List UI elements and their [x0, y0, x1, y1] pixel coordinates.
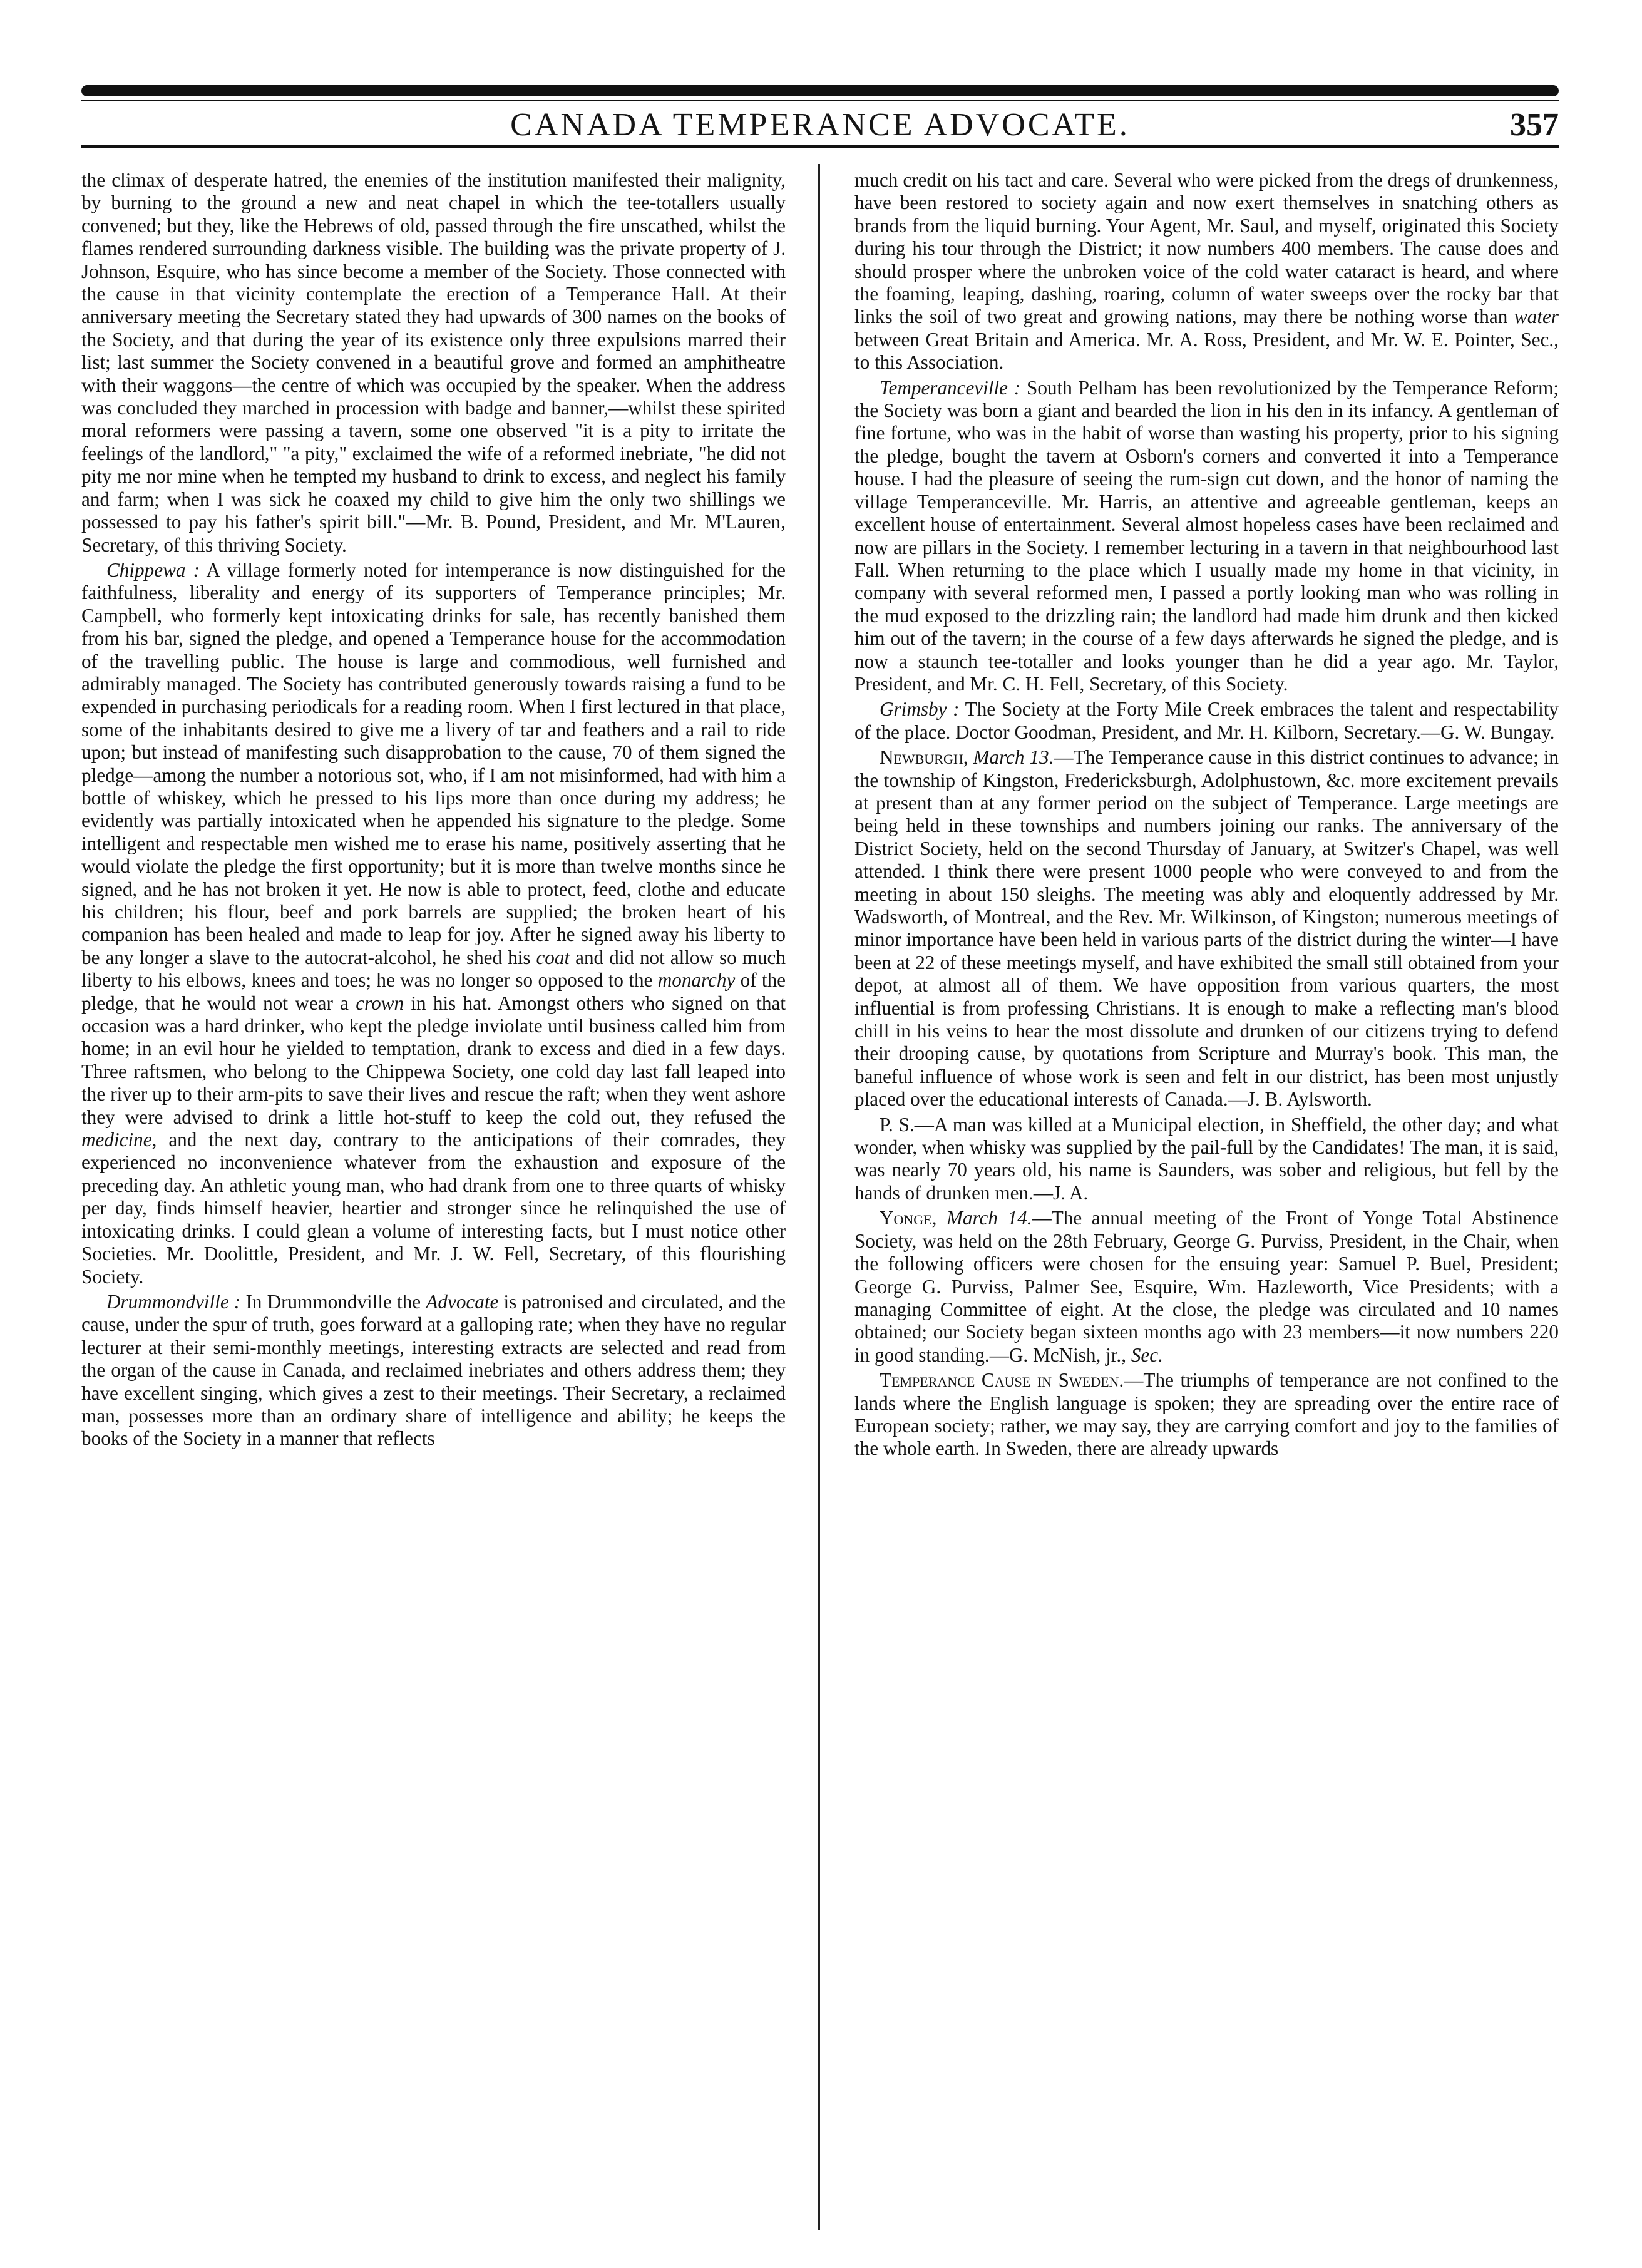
paragraph-text: P. S.—A man was killed at a Municipal election, in Sheffield, the other day; and what wonder, when whisky was supplied by the pail-full by the Candidates! The man, it is said, was nearly 70 years old, his name is Saunders, was sober and religious, but fell by the hands of drunken men.—J. A.: [854, 1113, 1559, 1204]
paragraph-text: South Pelham has been revolutionized by the Temperance Reform; the Society was born a giant and bearded the lion in his den in its infancy. A gentleman of fine fortune, who was in the habit of worse than wasting his property, prior to his signing the pledge, bought the tavern at Osborn's corners and converted it into a Temperance house. I had the pleasure of seeing the rum-sign cut down, and the honor of naming the village Temperanceville. Mr. Harris, an attentive and agreeable gentleman, keeps an excellent house of entertainment. Several almost hopeless cases have been reclaimed and now are pillars in the Society. I remember lecturing in a tavern in that neighbourhood last Fall. When returning to the place which I usually made my home in that vicinity, in company with several reformed men, I passed a portly looking man who was rolling in the mud exposed to the drizzling rain; the landlord had made him drunk and then kicked him out of the tavern; in the course of a few days afterwards he signed the pledge, and is now a staunch tee-totaller and looks younger than he did a year ago. Mr. Taylor, President, and Mr. C. H. Fell, Secretary, of this Society.: [854, 376, 1559, 695]
dateline: March 14.: [946, 1207, 1032, 1229]
emphasis-text: Sec.: [1131, 1343, 1163, 1366]
yonge-paragraph: [854, 1207, 1559, 1367]
paragraph-text: much credit on his tact and care. Several who were picked from the dregs of drunkenness, have been restored to society again and now exert themselves in snatching others as brands from the liquid burning. Your Agent, Mr. Saul, and myself, originated this Society during his tour through the District; it now numbers 400 members. The cause does and should prosper where the unbroken voice of the cold water cataract is heard, and where the foaming, leaping, dashing, roaring, column of water sweeps over the rocky bar that links the soil of two great and growing nations, may there be nothing worse than: [854, 169, 1559, 328]
postscript-paragraph: [854, 1114, 1559, 1205]
paragraph-heading: Newburgh,: [880, 746, 968, 769]
grimsby-paragraph: [854, 698, 1559, 744]
paragraph-text: and did not allow so much liberty to his elbows, knees and toes; he was no longer so opposed to the: [81, 946, 786, 992]
emphasis-text: Advocate: [426, 1290, 499, 1313]
paragraph-text: —The annual meeting of the Front of Yonge Total Abstinence Society, was held on the 28th February, George G. Purviss, President, in the Chair, when the following officers were chosen for the ensuing year: Samuel P. Buel, President; George G. Purviss, Palmer See, Esquire, Wm. Hazleworth, Vice Presidents; with a managing Committee of eight. At the close, the pledge was circulated and 10 names obtained; our Society began sixteen months ago with 23 members—it now numbers 220 in good standing.—G. McNish, jr.,: [854, 1207, 1559, 1366]
paragraph-text: —The triumphs of temperance are not confined to the lands where the English language is spoken; they are spreading over the entire race of European society; rather, we may say, they are carrying comfort and joy to the families of the whole earth. In Sweden, there are already upwards: [854, 1369, 1559, 1460]
paragraph-text: of the pledge, that he would not wear a: [81, 969, 786, 1014]
emphasis-text: water: [1514, 305, 1559, 328]
paragraph-heading: Temperanceville :: [880, 376, 1021, 399]
newburgh-paragraph: [854, 746, 1559, 1111]
paragraph-heading: Temperance Cause in Sweden.: [880, 1369, 1124, 1392]
paragraph-text: the climax of desperate hatred, the enemies of the institution manifested their malignity, by burning to the ground a new and neat chapel in which the tee-totallers usually convened; but they, like the Hebrews of old, passed through the fire unscathed, whilst the flames rendered surrounding darkness visible. The building was the private property of J. Johnson, Esquire, who has since become a member of the Society. Those connected with the cause in that vicinity contemplate the erection of a Temperance Hall. At their anniversary meeting the Secretary stated they had upwards of 300 names on the books of the Society, and that during the year of its existence only three expulsions marred their list; last summer the Society convened in a beautiful grove and formed an amphitheatre with their waggons—the centre of which was occupied by the speaker. When the address was concluded they marched in procession with badge and banner,—whilst these spirited moral reformers were passing a tavern, some one observed "it is a pity to irritate the feelings of the landlord," "a pity," exclaimed the wife of a reformed inebriate, "he did not pity me nor mine when he tempted my husband to drink to excess, and neglect his family and farm; when I was sick he coaxed my child to give him the only two shillings we possessed to pay his father's spirit bill."—Mr. B. Pound, President, and Mr. M'Lauren, Secretary, of this thriving Society.: [81, 169, 786, 556]
header-underline-rule: [81, 145, 1559, 148]
paragraph-text: in his hat. Amongst others who signed on that occasion was a hard drinker, who kept the pledge inviolate until business called him from home; in an evil hour he yielded to temptation, drank to excess and died in a few days. Three raftsmen, who belong to the Chippewa Society, one cold day last fall leaped into the river up to their arm-pits to save their lives and rescue the raft; when they went ashore they were advised to drink a little hot-stuff to keep the cold out, they refused the: [81, 992, 786, 1128]
top-thin-rule: [81, 100, 1559, 101]
paragraph-text: The Society at the Forty Mile Creek embraces the talent and respectability of the place. Doctor Goodman, President, and Mr. H. Kilborn, Secretary.—G. W. Bungay.: [854, 698, 1559, 743]
sweden-paragraph: [854, 1369, 1559, 1460]
paragraph-heading: Chippewa :: [106, 558, 200, 581]
emphasis-text: coat: [536, 946, 570, 968]
top-heavy-rule: [81, 85, 1559, 96]
right-column: [854, 169, 1559, 2229]
emphasis-text: crown: [356, 992, 404, 1014]
paragraph-text: is patronised and circulated, and the cause, under the spur of truth, goes forward at a galloping rate; when they have no regular lecturer at their semi-monthly meetings, interesting extracts are selected and read from the organ of the cause in Canada, and reclaimed inebriates and others address them; they have excellent singing, which gives a zest to their meetings. Their Secretary, a reclaimed man, possesses more than an ordinary share of intelligence and ability; he keeps the books of the Society in a manner that reflects: [81, 1290, 786, 1450]
emphasis-text: medicine,: [81, 1129, 157, 1151]
article-continuation-paragraph: [81, 169, 786, 557]
continuation-paragraph: [854, 169, 1559, 374]
dateline: March 13.: [973, 746, 1054, 769]
paragraph-text: In Drummondville the: [245, 1290, 421, 1313]
running-title: CANADA TEMPERANCE ADVOCATE.: [510, 107, 1130, 143]
paragraph-text: between Great Britain and America. Mr. A. Ross, President, and Mr. W. E. Pointer, Sec., to this Association.: [854, 328, 1559, 374]
paragraph-heading: Grimsby :: [880, 698, 960, 721]
left-column: [81, 169, 786, 2229]
drummondville-paragraph: [81, 1291, 786, 1450]
page-number: 357: [1510, 107, 1559, 143]
page-header: [81, 104, 1559, 144]
paragraph-heading: Yonge,: [880, 1207, 937, 1229]
paragraph-text: and the next day, contrary to the anticipations of their comrades, they experienced no inconvenience whatever from the exhaustion and exposure of the preceding day. An athletic young man, who had drank from one to three quarts of whisky per day, finds himself heavier, heartier and stronger since he relinquished the use of intoxicating drinks. I could glean a volume of interesting facts, but I must notice other Societies. Mr. Doolittle, President, and Mr. J. W. Fell, Secretary, of this flourishing Society.: [81, 1129, 786, 1288]
temperanceville-paragraph: [854, 377, 1559, 696]
emphasis-text: monarchy: [657, 969, 736, 992]
column-divider: [818, 164, 820, 2230]
paragraph-heading: Drummondville :: [106, 1290, 241, 1313]
paragraph-text: —The Temperance cause in this district continues to advance; in the township of Kingston, Fredericksburgh, Adolphustown, &c. more excitement prevails at present than at any former period on the subject of Temperance. Large meetings are being held in these townships and numbers joining our ranks. The anniversary of the District Society, held on the second Thursday of January, at Switzer's Chapel, was well attended. I think there were present 1000 people who were conveyed to and from the meeting in about 150 sleighs. The meeting was ably and eloquently addressed by Mr. Wadsworth, of Montreal, and the Rev. Mr. Wilkinson, of Kingston; numerous meetings of minor importance have been held in various parts of the district during the winter—I have been at 22 of these meetings myself, and have exhibited the small still obtained from your depot, at almost all of them. We have opposition from various quarters, the most influential is from professing Christians. It is enough to make a reflecting man's blood chill in his veins to hear the most dissolute and drunken of our citizens trying to defend their drooping cause, by quotations from Scripture and Murray's book. This man, the baneful influence of whose work is seen and felt in our district, has been most unjustly placed over the educational interests of Canada.—J. B. Aylsworth.: [854, 746, 1559, 1111]
chippewa-paragraph: [81, 559, 786, 1288]
paragraph-text: A village formerly noted for intemperance is now distinguished for the faithfulness, liberality and energy of its supporters of Temperance principles; Mr. Campbell, who formerly kept intoxicating drinks for sale, has recently banished them from his bar, signed the pledge, and opened a Temperance house for the accommodation of the travelling public. The house is large and commodious, well furnished and admirably managed. The Society has contributed generously towards raising a fund to be expended in purchasing periodicals for a reading room. When I first lectured in that place, some of the inhabitants desired to give me a livery of tar and feathers and a rail to ride upon; but instead of manifesting such disapprobation to the cause, 70 of them signed the pledge—among the number a notorious sot, who, if I am not misinformed, had with him a bottle of whiskey, which he pressed to his lips more than once during my address; he evidently was partially intoxicated when he appended his signature to the pledge. Some intelligent and respectable men wished me to erase his name, positively asserting that he would violate the pledge the first opportunity; but it is more than twelve months since he signed, and he has not broken it yet. He now is able to protect, feed, clothe and educate his children; his flour, beef and pork barrels are supplied; the broken heart of his companion has been healed and made to leap for joy. After he signed away his liberty to be any longer a slave to the autocrat-alcohol, he shed his: [81, 558, 786, 968]
